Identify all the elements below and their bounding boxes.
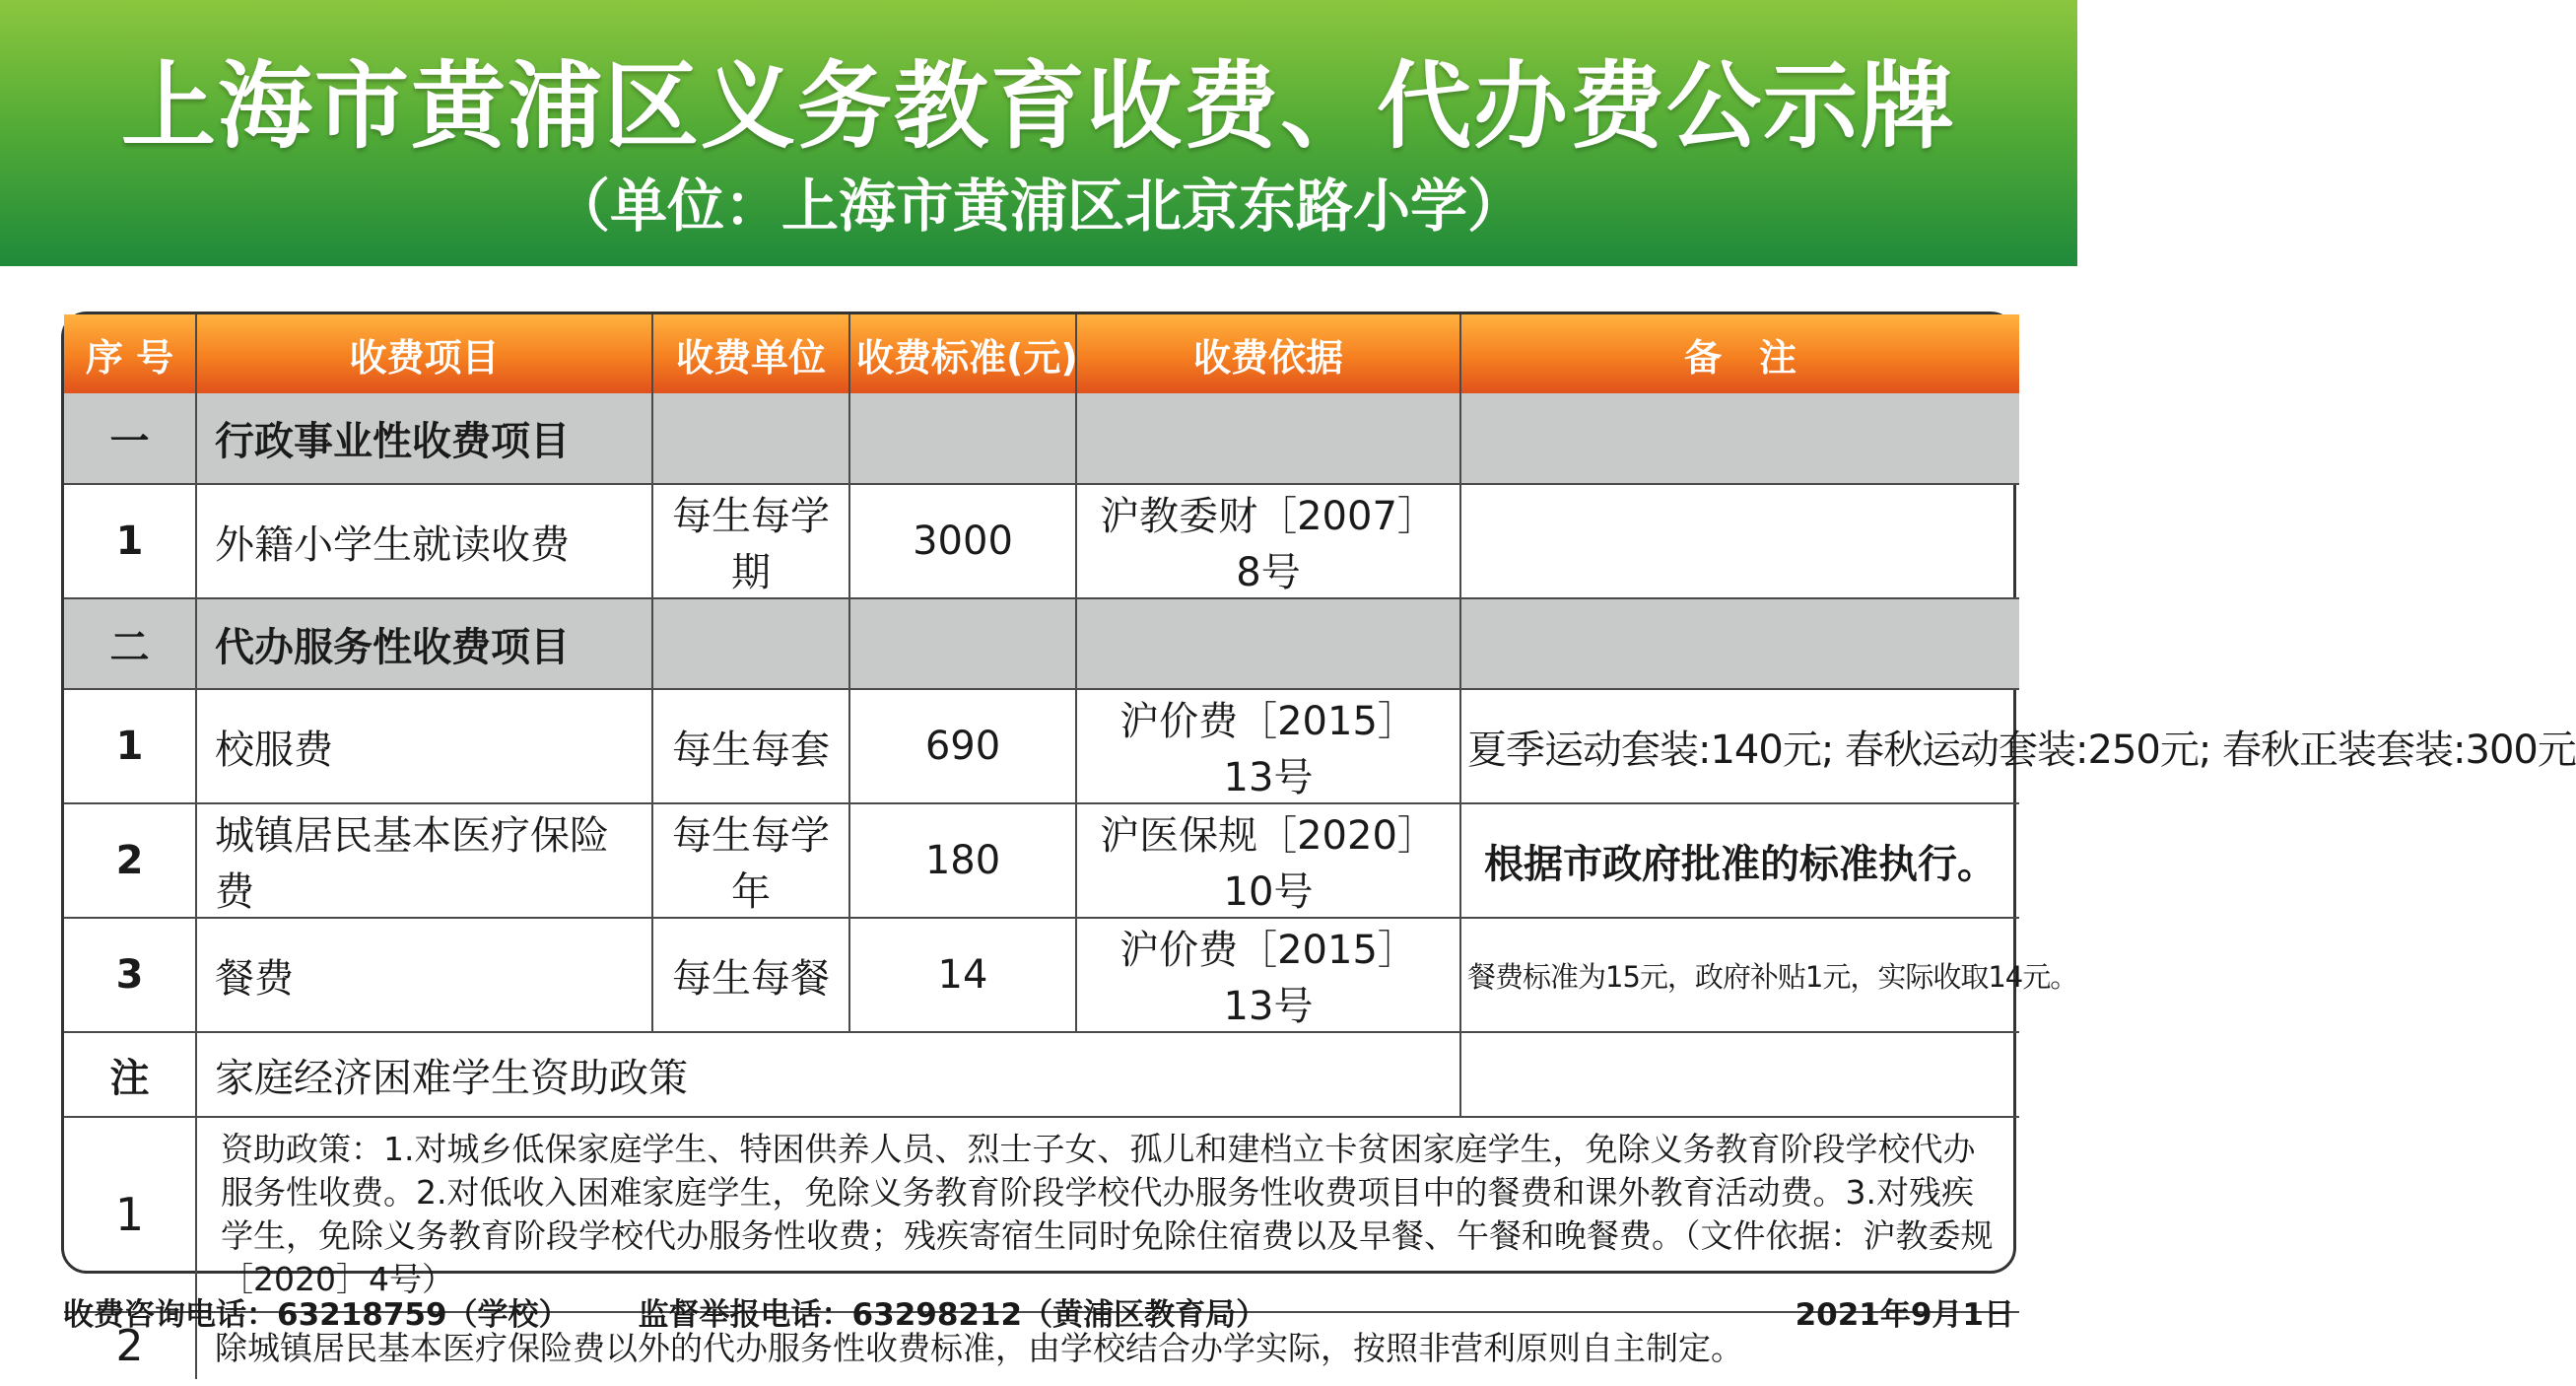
policy-text: 除城镇居民基本医疗保险费以外的代办服务性收费标准，由学校结合办学实际，按照非营利原则自主制定。 (196, 1312, 2019, 1379)
row-item: 城镇居民基本医疗保险费 (196, 803, 652, 918)
row-standard: 180 (849, 803, 1076, 918)
row-index: 2 (64, 803, 196, 918)
header-basis: 收费依据 (1076, 314, 1460, 393)
row-item: 外籍小学生就读收费 (196, 484, 652, 598)
row-note (1460, 484, 2019, 598)
row-basis: 沪教委财［2007］8号 (1076, 484, 1460, 598)
notes-index: 注 (64, 1032, 196, 1117)
row-index: 3 (64, 918, 196, 1032)
section-row (64, 598, 2019, 689)
row-item: 校服费 (196, 689, 652, 803)
header-standard: 收费标准(元) (849, 314, 1076, 393)
header-item: 收费项目 (196, 314, 652, 393)
row-basis: 沪价费［2015］13号 (1076, 689, 1460, 803)
row-unit: 每生每套 (652, 689, 849, 803)
row-standard: 3000 (849, 484, 1076, 598)
section-index: 一 (64, 393, 196, 484)
publish-date: 2021年9月1日 (1795, 1296, 2014, 1333)
table-row (64, 803, 2019, 918)
page-title: 上海市黄浦区义务教育收费、代办费公示牌 (121, 51, 1956, 162)
row-index: 1 (64, 484, 196, 598)
row-basis: 沪医保规［2020］10号 (1076, 803, 1460, 918)
row-standard: 690 (849, 689, 1076, 803)
table-row (64, 484, 2019, 598)
notes-title-row (64, 1032, 2019, 1117)
row-unit: 每生每学期 (652, 484, 849, 598)
consult-phone: 收费咨询电话：63218759（学校） (63, 1296, 570, 1333)
row-note: 餐费标准为15元，政府补贴1元，实际收取14元。 (1460, 918, 2019, 1032)
title-banner (0, 0, 2077, 266)
section-index: 二 (64, 598, 196, 689)
row-index: 1 (64, 689, 196, 803)
row-note: 夏季运动套装:140元; 春秋运动套装:250元; 春秋正装套装:300元 (1460, 689, 2019, 803)
section-row (64, 393, 2019, 484)
row-item: 餐费 (196, 918, 652, 1032)
header-note: 备 注 (1460, 314, 2019, 393)
policy-text: 资助政策：1.对城乡低保家庭学生、特困供养人员、烈士子女、孤儿和建档立卡贫困家庭学生，免除义务教育阶段学校代办服务性收费。2.对低收入困难家庭学生，免除义务教育阶段学校代办服务性收费项目中的餐费和课外教育活动费。3.对残疾学生，免除义务教育阶段学校代办服务性收费；残疾寄宿生同时免除住宿费以及早餐、午餐和晚餐费。（文件依据：沪教委规［2020］4号） (196, 1117, 2019, 1312)
table-row (64, 689, 2019, 803)
notes-title: 家庭经济困难学生资助政策 (196, 1032, 1460, 1117)
policy-index: 2 (64, 1312, 196, 1379)
row-note: 根据市政府批准的标准执行。 (1460, 803, 2019, 918)
table-header-row (64, 314, 2019, 393)
row-standard: 14 (849, 918, 1076, 1032)
page-subtitle: （单位：上海市黄浦区北京东路小学） (552, 173, 1525, 240)
footer (63, 1287, 2014, 1335)
policy-index: 1 (64, 1117, 196, 1312)
header-unit: 收费单位 (652, 314, 849, 393)
row-unit: 每生每学年 (652, 803, 849, 918)
table-row (64, 918, 2019, 1032)
row-unit: 每生每餐 (652, 918, 849, 1032)
policy-row (64, 1117, 2019, 1312)
report-phone: 监督举报电话：63298212（黄浦区教育局） (638, 1296, 1267, 1333)
row-basis: 沪价费［2015］13号 (1076, 918, 1460, 1032)
section-name: 代办服务性收费项目 (196, 598, 652, 689)
header-index: 序 号 (64, 314, 196, 393)
section-name: 行政事业性收费项目 (196, 393, 652, 484)
